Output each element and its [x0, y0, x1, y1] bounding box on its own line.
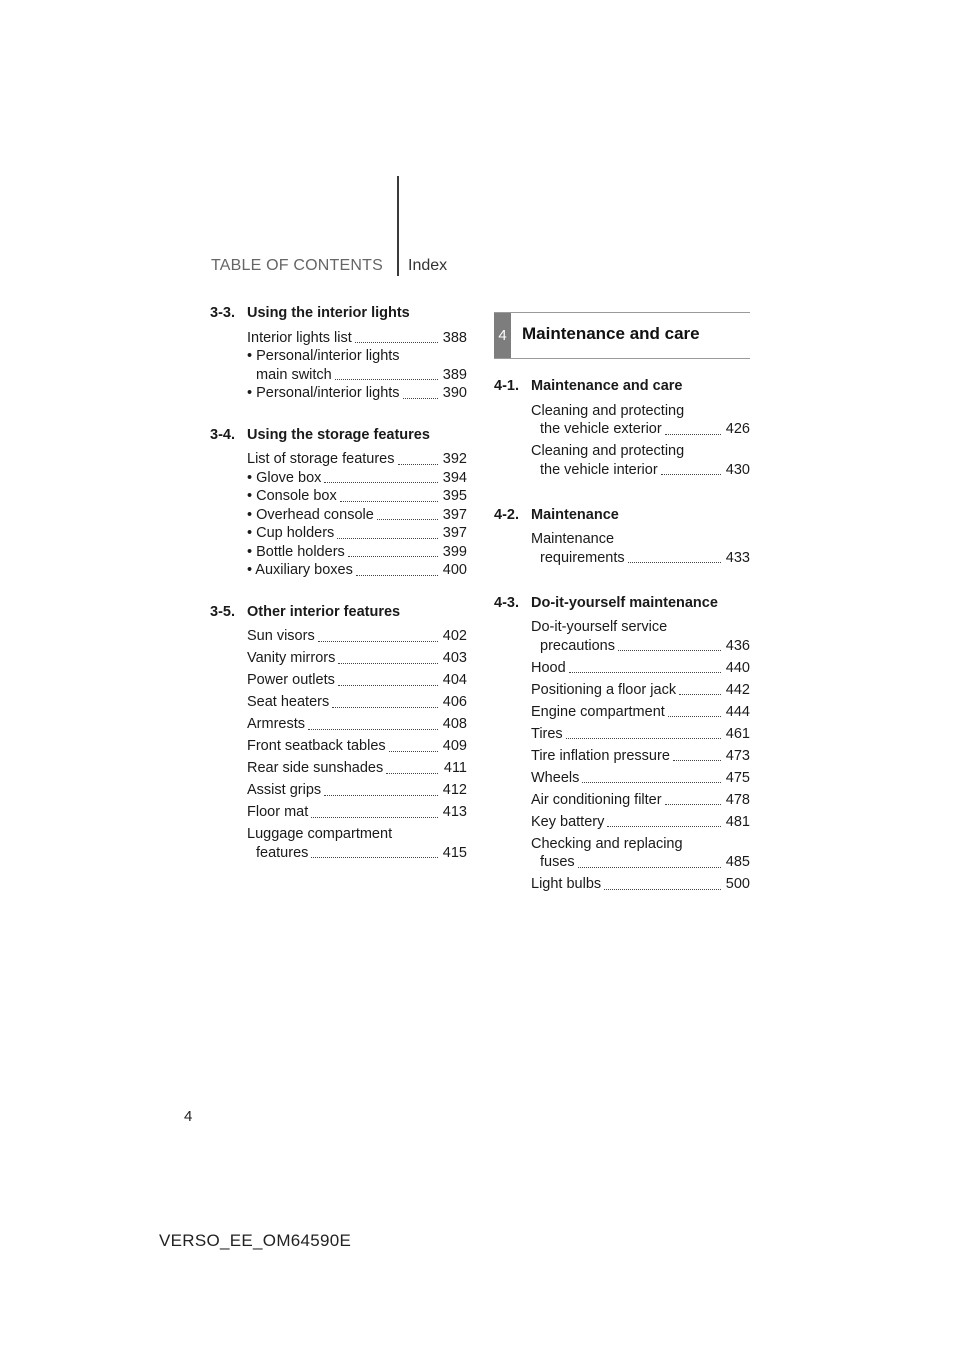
toc-entry-title: • Cup holders — [247, 525, 335, 541]
section-title: Other interior features — [247, 603, 401, 620]
toc-entry-title: Tires — [531, 725, 563, 742]
section-heading — [494, 506, 750, 525]
toc-entry-line — [531, 853, 724, 872]
toc-entry-title: precautions — [540, 637, 615, 654]
toc-entry[interactable] — [531, 725, 750, 744]
dot-leader — [607, 826, 721, 827]
toc-entry-page: 475 — [725, 769, 750, 786]
toc-entry-text — [247, 543, 441, 562]
toc-entry[interactable] — [531, 703, 750, 722]
section-spacer — [494, 571, 750, 594]
toc-entry-line — [247, 329, 441, 348]
chapter-title: Maintenance and care — [522, 324, 700, 343]
toc-entry-title: Floor mat — [247, 804, 309, 820]
toc-entry-line — [531, 461, 724, 480]
toc-entry-title: Sun visors — [247, 628, 315, 644]
toc-entry[interactable] — [531, 769, 750, 788]
toc-entry-title: List of storage features — [247, 451, 395, 467]
dot-leader — [348, 556, 438, 557]
toc-entry[interactable] — [247, 759, 467, 778]
toc-entry-text — [531, 618, 724, 655]
toc-entry-page: 394 — [442, 469, 467, 486]
toc-entry-line — [247, 781, 441, 800]
toc-entry-page: 406 — [442, 694, 467, 710]
dot-leader — [355, 342, 438, 343]
toc-entry-title: Rear side sunshades — [247, 760, 384, 776]
toc-entry-page: 442 — [725, 681, 750, 698]
toc-entry-title: • Auxiliary boxes — [247, 562, 353, 578]
toc-entry-line — [247, 693, 441, 712]
dot-leader — [389, 751, 438, 752]
dot-leader — [324, 482, 438, 483]
toc-entry-line — [531, 659, 724, 678]
toc-entry-text — [531, 875, 724, 894]
dot-leader — [661, 474, 721, 475]
toc-entry-text — [531, 769, 724, 788]
toc-entry-title: Assist grips — [247, 782, 322, 798]
toc-entry-title: Air conditioning filter — [531, 791, 662, 808]
toc-entry-page: 402 — [442, 628, 467, 644]
toc-entry-page: 389 — [442, 366, 467, 383]
toc-entry[interactable] — [247, 329, 467, 348]
toc-entry-page: 436 — [725, 637, 750, 654]
toc-entry-text — [247, 487, 441, 506]
toc-entry-line — [247, 649, 441, 668]
dot-leader — [582, 782, 721, 783]
toc-entry[interactable] — [247, 469, 467, 488]
toc-entry-title: • Personal/interior lights — [247, 385, 400, 401]
toc-entry-page: 478 — [725, 791, 750, 808]
toc-entry-title: Cleaning and protecting — [531, 402, 685, 419]
dot-leader — [338, 663, 438, 664]
toc-entry[interactable] — [531, 747, 750, 766]
toc-entry-text — [531, 659, 724, 678]
toc-entry[interactable] — [531, 791, 750, 810]
toc-entry[interactable] — [247, 715, 467, 734]
toc-entry-page: 440 — [725, 659, 750, 676]
toc-entry-text — [247, 627, 441, 646]
toc-entry-page: 397 — [442, 506, 467, 523]
toc-entry-text — [247, 506, 441, 525]
toc-entry[interactable] — [247, 737, 467, 756]
toc-entry-title: • Personal/interior lights — [247, 348, 400, 364]
dot-leader — [628, 562, 721, 563]
toc-right-column — [494, 377, 750, 897]
dot-leader — [618, 650, 721, 651]
toc-entry-title: • Glove box — [247, 469, 322, 486]
toc-entry-text — [247, 450, 441, 469]
toc-entry-line — [247, 487, 441, 506]
toc-entry-line — [247, 543, 441, 562]
toc-entry[interactable] — [247, 781, 467, 800]
toc-entry-line — [531, 637, 724, 656]
toc-entry-text — [247, 347, 441, 384]
index-link[interactable]: Index — [408, 257, 448, 274]
dot-leader — [356, 575, 438, 576]
toc-entry-line — [247, 469, 441, 488]
toc-entry[interactable] — [247, 561, 467, 580]
toc-entry-text — [531, 530, 724, 567]
toc-entry-text — [247, 524, 441, 543]
dot-leader — [578, 867, 721, 868]
toc-entry[interactable] — [531, 618, 750, 655]
toc-entry-page: 411 — [443, 760, 467, 776]
toc-entry-title: Tire inflation pressure — [531, 747, 670, 764]
dot-leader — [332, 707, 438, 708]
toc-entry-title: Power outlets — [247, 672, 335, 688]
toc-entry-text — [531, 835, 724, 872]
toc-entry-page: 415 — [442, 844, 467, 861]
toc-entry-page: 388 — [442, 329, 467, 346]
toc-entry-title: Front seatback tables — [247, 738, 386, 754]
toc-entry-page: 433 — [725, 549, 750, 566]
toc-entry-title: fuses — [540, 854, 575, 870]
toc-entry-line — [247, 671, 441, 690]
toc-entry[interactable] — [531, 442, 750, 479]
toc-entry-page: 403 — [442, 650, 467, 666]
toc-entry-line — [531, 875, 724, 894]
toc-entry-line — [247, 450, 441, 469]
toc-entry-page: 430 — [725, 461, 750, 478]
toc-entry-text — [531, 681, 724, 700]
toc-entry-title: requirements — [540, 549, 625, 566]
dot-leader — [398, 464, 439, 465]
toc-entry-title: features — [256, 844, 309, 861]
dot-leader — [335, 379, 438, 380]
toc-entry[interactable] — [247, 347, 467, 384]
toc-entry-text — [247, 693, 441, 712]
dot-leader — [311, 817, 438, 818]
toc-entry-title: Cleaning and protecting — [531, 443, 685, 459]
toc-entry[interactable] — [247, 487, 467, 506]
toc-entry-text — [247, 329, 441, 348]
toc-entry-line — [247, 759, 441, 778]
toc-entry-text — [247, 737, 441, 756]
toc-entry-title: Vanity mirrors — [247, 650, 336, 666]
toc-entry[interactable] — [247, 649, 467, 668]
toc-entry-text — [247, 803, 441, 822]
toc-entry-line — [531, 813, 724, 832]
toc-entry-page: 408 — [442, 716, 467, 732]
section-number: 3-3. — [210, 305, 235, 321]
toc-entry-text — [531, 813, 724, 832]
toc-entry-title: the vehicle exterior — [540, 421, 662, 437]
dot-leader — [311, 857, 438, 858]
dot-leader — [308, 729, 438, 730]
toc-entry-page: 395 — [442, 488, 467, 504]
section-number: 4-1. — [494, 378, 519, 394]
toc-entry-page: 413 — [442, 804, 467, 820]
dot-leader — [673, 760, 721, 761]
section-spacer — [494, 483, 750, 506]
toc-left-column — [210, 304, 467, 866]
toc-entry-page: 400 — [442, 562, 467, 578]
toc-entry[interactable] — [531, 835, 750, 872]
header-divider — [397, 176, 399, 276]
toc-entry-line — [531, 549, 724, 568]
toc-entry[interactable] — [247, 450, 467, 469]
section-heading — [210, 603, 467, 622]
toc-entry-title: • Overhead console — [247, 506, 374, 523]
dot-leader — [324, 795, 438, 796]
toc-entry-text — [247, 759, 441, 778]
toc-entry-page: 444 — [725, 703, 750, 720]
toc-entry-line — [531, 402, 724, 421]
toc-entry-text — [247, 781, 441, 800]
toc-entry-title: Wheels — [531, 769, 580, 786]
dot-leader — [668, 716, 721, 717]
section-title: Using the interior lights — [247, 305, 410, 321]
toc-entry-line — [247, 506, 441, 525]
section-title: Do-it-yourself maintenance — [531, 594, 718, 611]
toc-entry-title: Armrests — [247, 716, 305, 732]
toc-entry-text — [531, 791, 724, 810]
toc-entry-page: 390 — [442, 385, 467, 401]
toc-entry-text — [247, 561, 441, 580]
section-heading — [210, 304, 467, 323]
toc-entry[interactable] — [531, 875, 750, 894]
toc-entry-line — [531, 835, 724, 854]
toc-entry-text — [531, 725, 724, 744]
dot-leader — [386, 773, 438, 774]
toc-entry[interactable] — [531, 659, 750, 678]
dot-leader — [569, 672, 721, 673]
toc-entry[interactable] — [531, 813, 750, 832]
dot-leader — [679, 694, 721, 695]
toc-entry-line — [531, 791, 724, 810]
dot-leader — [377, 519, 438, 520]
toc-entry-line — [531, 530, 724, 549]
toc-entry-page: 399 — [442, 543, 467, 560]
toc-entry-text — [531, 747, 724, 766]
document-code: VERSO_EE_OM64590E — [159, 1231, 352, 1250]
toc-entry-line — [247, 347, 441, 366]
dot-leader — [318, 641, 438, 642]
toc-entry-title: • Bottle holders — [247, 543, 345, 560]
toc-entry-page: 412 — [442, 782, 467, 798]
toc-entry-page: 473 — [725, 747, 750, 764]
toc-entry-line — [247, 825, 441, 844]
chapter-number-tab: 4 — [494, 313, 511, 358]
toc-entry-title: Engine compartment — [531, 703, 665, 720]
toc-entry-page: 426 — [725, 421, 750, 437]
toc-entry-page: 404 — [442, 672, 467, 688]
toc-entry[interactable] — [247, 506, 467, 525]
toc-entry-page: 485 — [725, 854, 750, 870]
toc-entry-title: the vehicle interior — [540, 461, 658, 478]
toc-entry[interactable] — [247, 627, 467, 646]
toc-entry-title: Luggage compartment — [247, 826, 393, 842]
toc-entry-title: Maintenance — [531, 531, 615, 547]
section-heading — [494, 377, 750, 396]
toc-entry-title: Seat heaters — [247, 694, 330, 710]
toc-entry-line — [247, 737, 441, 756]
toc-entry-text — [247, 384, 441, 403]
section-heading — [210, 426, 467, 445]
toc-entry[interactable] — [247, 671, 467, 690]
toc-entry-page: 500 — [725, 876, 750, 892]
dot-leader — [604, 889, 721, 890]
toc-entry-page: 397 — [442, 525, 467, 541]
toc-entry-line — [247, 844, 441, 863]
section-number: 4-3. — [494, 594, 519, 611]
toc-entry-page: 392 — [442, 451, 467, 467]
section-title: Maintenance and care — [531, 378, 683, 394]
section-spacer — [210, 580, 467, 603]
toc-entry-text — [247, 825, 441, 862]
toc-entry-title: • Console box — [247, 488, 337, 504]
toc-entry-line — [247, 384, 441, 403]
toc-entry-line — [531, 747, 724, 766]
toc-entry-line — [531, 725, 724, 744]
section-number: 3-4. — [210, 426, 235, 443]
dot-leader — [566, 738, 721, 739]
section-number: 4-2. — [494, 506, 519, 523]
toc-entry-title: Key battery — [531, 813, 605, 830]
dot-leader — [337, 538, 438, 539]
toc-entry[interactable] — [247, 384, 467, 403]
toc-entry-title: Hood — [531, 659, 566, 676]
dot-leader — [665, 804, 721, 805]
toc-entry-line — [247, 715, 441, 734]
page-number: 4 — [184, 1108, 193, 1125]
section-title: Using the storage features — [247, 426, 430, 443]
section-title: Maintenance — [531, 506, 619, 523]
toc-entry[interactable] — [247, 803, 467, 822]
toc-entry-line — [247, 524, 441, 543]
table-of-contents-link[interactable]: TABLE OF CONTENTS — [210, 257, 383, 274]
toc-entry-text — [247, 671, 441, 690]
toc-entry[interactable] — [247, 693, 467, 712]
toc-entry-title: Light bulbs — [531, 876, 602, 892]
section-heading — [494, 594, 750, 613]
toc-entry-text — [531, 402, 724, 439]
toc-entry[interactable] — [247, 543, 467, 562]
toc-entry-text — [247, 715, 441, 734]
toc-entry-line — [531, 442, 724, 461]
toc-entry-line — [531, 681, 724, 700]
dot-leader — [338, 685, 438, 686]
toc-entry-line — [247, 366, 441, 385]
toc-entry[interactable] — [531, 530, 750, 567]
dot-leader — [340, 501, 438, 502]
toc-entry-line — [531, 420, 724, 439]
dot-leader — [665, 434, 721, 435]
section-spacer — [210, 403, 467, 426]
toc-entry-text — [531, 703, 724, 722]
toc-entry-line — [247, 561, 441, 580]
toc-entry[interactable] — [247, 524, 467, 543]
toc-entry[interactable] — [531, 402, 750, 439]
toc-entry-text — [531, 442, 724, 479]
dot-leader — [403, 398, 438, 399]
toc-entry-title: Checking and replacing — [531, 835, 683, 852]
toc-entry[interactable] — [531, 681, 750, 700]
toc-entry-page: 461 — [725, 725, 750, 742]
toc-entry-line — [531, 703, 724, 722]
toc-entry-line — [247, 627, 441, 646]
toc-entry-title: Positioning a floor jack — [531, 681, 677, 698]
toc-entry-title: Interior lights list — [247, 329, 352, 346]
chapter-header — [494, 312, 750, 359]
toc-entry-title: main switch — [256, 366, 332, 383]
toc-entry-text — [247, 469, 441, 488]
toc-entry-page: 481 — [725, 813, 750, 830]
toc-entry-line — [531, 769, 724, 788]
toc-entry-text — [247, 649, 441, 668]
toc-entry-line — [247, 803, 441, 822]
toc-entry-line — [531, 618, 724, 637]
section-number: 3-5. — [210, 603, 235, 620]
toc-entry[interactable] — [247, 825, 467, 862]
toc-entry-title: Do-it-yourself service — [531, 619, 668, 635]
toc-entry-page: 409 — [442, 738, 467, 754]
